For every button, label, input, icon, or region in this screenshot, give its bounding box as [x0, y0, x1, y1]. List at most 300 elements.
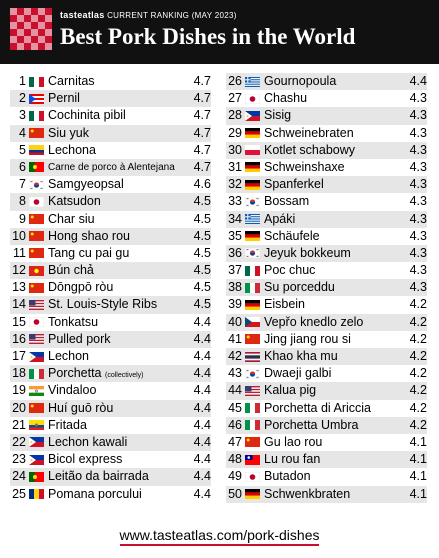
- country-flag-icon: [245, 111, 260, 121]
- dish-name[interactable]: [48, 228, 130, 245]
- source-link[interactable]: [0, 527, 439, 543]
- dish-score: 4.3: [409, 108, 427, 123]
- rank-number: 25: [12, 486, 26, 501]
- ranking-row: [10, 279, 211, 296]
- ranking-row: [226, 211, 427, 228]
- dish-name[interactable]: [48, 314, 98, 331]
- dish-note: (collectively): [105, 372, 144, 380]
- rank-number: 42: [228, 349, 242, 363]
- ranking-row: [226, 262, 427, 279]
- ranking-row: [226, 348, 427, 365]
- dish-name[interactable]: [264, 211, 295, 228]
- dish-name-text: Cochinita pibil: [48, 108, 126, 123]
- country-flag-icon: [29, 214, 44, 224]
- country-flag-icon: [245, 489, 260, 499]
- rank-number: 13: [12, 280, 26, 295]
- dish-name-text: Samgyeopsal: [48, 177, 124, 192]
- dish-score: 4.4: [193, 400, 211, 415]
- country-flag-icon: [29, 403, 44, 413]
- dish-name-text: Hong shao rou: [48, 228, 131, 243]
- rank-number: 28: [228, 108, 242, 123]
- dish-score: 4.3: [409, 228, 427, 243]
- ranking-row: [10, 193, 211, 210]
- dish-name-text: Schweinshaxe: [264, 159, 345, 174]
- country-flag-icon: [245, 455, 260, 465]
- rank-number: 27: [228, 91, 242, 106]
- ranking-row: [10, 451, 211, 468]
- country-flag-icon: [245, 317, 260, 327]
- dish-name[interactable]: [264, 314, 363, 331]
- ranking-row: [226, 176, 427, 193]
- dish-name-text: Apáki: [264, 211, 296, 226]
- ranking-row: [226, 417, 427, 434]
- dish-name-text: Khao kha mu: [264, 349, 338, 363]
- dish-name[interactable]: [48, 176, 124, 193]
- dish-name-text: Poc chuc: [264, 263, 316, 278]
- dish-score: 4.3: [409, 194, 427, 209]
- dish-score: 4.2: [409, 400, 427, 415]
- dish-name[interactable]: [48, 451, 122, 468]
- dish-score: 4.1: [409, 486, 427, 501]
- country-flag-icon: [29, 266, 44, 276]
- dish-score: 4.7: [193, 125, 211, 140]
- ranking-row: [226, 142, 427, 159]
- ranking-row: [226, 365, 427, 382]
- dish-name-text: Pulled pork: [48, 331, 111, 346]
- rank-number: 11: [13, 245, 26, 260]
- dish-name[interactable]: [264, 176, 324, 193]
- dish-name[interactable]: [264, 434, 322, 451]
- country-flag-icon: [29, 455, 44, 465]
- dish-name[interactable]: [48, 348, 89, 365]
- country-flag-icon: [29, 472, 44, 482]
- ranking-row: [226, 400, 427, 417]
- dish-score: 4.7: [193, 142, 211, 157]
- dish-name[interactable]: [264, 279, 335, 296]
- rank-number: 26: [228, 74, 242, 88]
- dish-name[interactable]: [264, 400, 371, 417]
- country-flag-icon: [29, 231, 44, 241]
- dish-name-text: Char siu: [48, 211, 95, 226]
- country-flag-icon: [245, 334, 260, 344]
- ranking-row: [10, 228, 211, 245]
- dish-name[interactable]: [48, 486, 142, 503]
- rank-number: 37: [228, 263, 242, 278]
- dish-score: 4.4: [193, 434, 211, 449]
- rank-number: 32: [228, 177, 242, 192]
- dish-score: 4.4: [193, 383, 211, 398]
- rank-number: 38: [228, 280, 242, 295]
- country-flag-icon: [29, 77, 44, 87]
- dish-name[interactable]: [48, 468, 149, 485]
- dish-name[interactable]: [264, 142, 355, 159]
- dish-name-text: Butadon: [264, 469, 311, 484]
- rank-number: 45: [228, 400, 242, 415]
- rank-number: 16: [12, 331, 26, 346]
- country-flag-icon: [245, 386, 260, 396]
- dish-name-text: Dwaeji galbi: [264, 366, 332, 381]
- dish-name-text: Lechona: [48, 142, 96, 157]
- dish-name-text: Fritada: [48, 417, 87, 432]
- dish-name[interactable]: [264, 245, 351, 262]
- rank-number: 7: [19, 177, 26, 192]
- country-flag-icon: [245, 248, 260, 258]
- dish-score: 4.2: [409, 366, 427, 381]
- rank-number: 31: [228, 159, 242, 174]
- dish-name[interactable]: [48, 125, 89, 142]
- dish-name[interactable]: [48, 434, 127, 451]
- rank-number: 14: [12, 297, 26, 312]
- brand-line: [60, 10, 237, 20]
- country-flag-icon: [29, 437, 44, 447]
- country-flag-icon: [29, 489, 44, 499]
- ranking-row: [10, 331, 211, 348]
- country-flag-icon: [29, 334, 44, 344]
- country-flag-icon: [245, 145, 260, 155]
- ranking-row: [226, 107, 427, 124]
- dish-name[interactable]: [264, 486, 350, 503]
- ranking-row: [10, 245, 211, 262]
- dish-name-text: Lechon kawali: [48, 434, 128, 449]
- dish-name-text: Tang cu pai gu: [48, 245, 130, 260]
- country-flag-icon: [245, 283, 260, 293]
- rank-number: 50: [228, 486, 242, 501]
- country-flag-icon: [29, 180, 44, 190]
- dish-score: 4.5: [193, 194, 211, 209]
- ranking-column-right: [226, 73, 427, 503]
- dish-score: 4.2: [409, 349, 427, 363]
- rank-number: 41: [228, 331, 242, 346]
- dish-score: 4.2: [409, 383, 427, 398]
- ranking-row: [226, 486, 427, 503]
- dish-name-text: Porchetta: [48, 366, 102, 381]
- dish-name-text: Kalua pig: [264, 383, 317, 398]
- dish-name-text: Porchetta Umbra: [264, 417, 359, 432]
- dish-score: 4.4: [193, 314, 211, 329]
- ranking-row: [226, 90, 427, 107]
- dish-score: 4.3: [409, 142, 427, 157]
- dish-score: 4.4: [193, 469, 211, 484]
- country-flag-icon: [245, 369, 260, 379]
- source-url[interactable]: www.tasteatlas.com/pork-dishes: [120, 527, 320, 546]
- dish-score: 4.2: [409, 314, 427, 329]
- rank-number: 8: [19, 194, 26, 209]
- country-flag-icon: [29, 145, 44, 155]
- dish-score: 4.5: [193, 228, 211, 243]
- rank-number: 30: [228, 142, 242, 157]
- country-flag-icon: [29, 352, 44, 362]
- dish-name-text: Bicol express: [48, 452, 123, 467]
- dish-name-text: Sisig: [264, 108, 292, 123]
- rank-number: 39: [228, 297, 242, 312]
- rank-number: 19: [12, 383, 26, 398]
- dish-name-text: Leitão da bairrada: [48, 469, 149, 484]
- dish-score: 4.5: [193, 297, 211, 312]
- dish-score: 4.6: [193, 177, 211, 192]
- ranking-row: [10, 73, 211, 90]
- dish-score: 4.4: [193, 349, 211, 363]
- country-flag-icon: [245, 403, 260, 413]
- country-flag-icon: [245, 214, 260, 224]
- dish-name[interactable]: [48, 262, 94, 279]
- dish-score: 4.1: [409, 434, 427, 449]
- country-flag-icon: [245, 472, 260, 482]
- ranking-row: [10, 400, 211, 417]
- dish-score: 4.3: [409, 263, 427, 278]
- country-flag-icon: [245, 231, 260, 241]
- dish-name[interactable]: [264, 228, 320, 245]
- ranking-row: [10, 468, 211, 485]
- rank-number: 34: [228, 211, 242, 226]
- dish-name[interactable]: [48, 211, 95, 228]
- rank-number: 15: [12, 314, 26, 329]
- ranking-row: [10, 176, 211, 193]
- country-flag-icon: [29, 386, 44, 396]
- ranking-row: [10, 382, 211, 399]
- country-flag-icon: [245, 352, 260, 362]
- dish-name[interactable]: [48, 73, 95, 90]
- dish-name[interactable]: [48, 417, 87, 434]
- dish-score: 4.5: [193, 245, 211, 260]
- dish-score: 4.5: [193, 211, 211, 226]
- rank-number: 6: [19, 159, 26, 174]
- dish-name-text: Pomana porcului: [48, 486, 142, 501]
- ranking-row: [226, 382, 427, 399]
- ranking-row: [226, 296, 427, 313]
- country-flag-icon: [29, 248, 44, 258]
- rank-number: 29: [228, 125, 242, 140]
- dish-name[interactable]: [264, 193, 309, 210]
- ranking-row: [10, 365, 211, 382]
- ranking-row: [226, 314, 427, 331]
- dish-score: 4.7: [193, 108, 211, 123]
- rank-number: 21: [12, 417, 26, 432]
- dish-name-text: Schwenkbraten: [264, 486, 351, 501]
- country-flag-icon: [29, 111, 44, 121]
- rank-number: 48: [228, 452, 242, 467]
- country-flag-icon: [245, 180, 260, 190]
- dish-name[interactable]: [48, 296, 157, 313]
- dish-name-text: Lu rou fan: [264, 452, 321, 467]
- dish-score: 4.4: [193, 366, 211, 381]
- dish-score: 4.3: [409, 91, 427, 106]
- dish-name[interactable]: [48, 107, 126, 124]
- ranking-row: [226, 245, 427, 262]
- dish-name-text: Katsudon: [48, 194, 101, 209]
- dish-name[interactable]: [48, 159, 175, 176]
- dish-name-text: Tonkatsu: [48, 314, 99, 329]
- dish-name-text: Bossam: [264, 194, 310, 209]
- dish-name-text: Porchetta di Ariccia: [264, 400, 371, 415]
- dish-name[interactable]: [48, 331, 111, 348]
- ranking-row: [10, 159, 211, 176]
- dish-name[interactable]: [48, 400, 113, 417]
- ranking-row: [226, 451, 427, 468]
- ranking-row: [10, 348, 211, 365]
- ranking-row: [10, 107, 211, 124]
- dish-name-text: Su porceddu: [264, 280, 335, 295]
- dish-score: 4.3: [409, 245, 427, 260]
- dish-name-text: Eisbein: [264, 297, 305, 312]
- country-flag-icon: [29, 317, 44, 327]
- dish-score: 4.3: [409, 177, 427, 192]
- dish-name-text: Lechon: [48, 349, 90, 363]
- dish-name-text: Huí guō ròu: [48, 400, 114, 415]
- dish-score: 4.7: [193, 159, 211, 174]
- dish-name[interactable]: [264, 468, 311, 485]
- dish-name[interactable]: [264, 125, 354, 142]
- dish-name[interactable]: [264, 331, 351, 348]
- dish-name-text: St. Louis-Style Ribs: [48, 297, 158, 312]
- dish-name[interactable]: [264, 417, 358, 434]
- dish-name[interactable]: [264, 90, 307, 107]
- dish-name[interactable]: [264, 262, 315, 279]
- dish-name[interactable]: [264, 159, 345, 176]
- country-flag-icon: [245, 77, 260, 87]
- ranking-row: [226, 434, 427, 451]
- dish-score: 4.1: [409, 469, 427, 484]
- dish-name-text: Carnitas: [48, 74, 95, 88]
- dish-score: 4.1: [409, 452, 427, 467]
- dish-score: 4.2: [409, 297, 427, 312]
- country-flag-icon: [245, 266, 260, 276]
- dish-score: 4.2: [409, 331, 427, 346]
- country-flag-icon: [29, 197, 44, 207]
- country-flag-icon: [245, 437, 260, 447]
- header-banner: [0, 0, 439, 64]
- dish-name-text: Bún chả: [48, 263, 94, 278]
- rank-number: 46: [228, 417, 242, 432]
- dish-score: 4.2: [409, 417, 427, 432]
- rank-number: 3: [19, 108, 26, 123]
- country-flag-icon: [245, 94, 260, 104]
- dish-name[interactable]: [264, 365, 331, 382]
- page-title: Best Pork Dishes in the World: [60, 24, 356, 49]
- ranking-row: [226, 73, 427, 90]
- dish-name[interactable]: [48, 382, 96, 399]
- dish-score: 4.7: [193, 74, 211, 88]
- dish-name-text: Schäufele: [264, 228, 320, 243]
- dish-name[interactable]: [48, 90, 80, 107]
- dish-name[interactable]: [264, 73, 336, 90]
- country-flag-icon: [245, 128, 260, 138]
- dish-score: 4.4: [193, 331, 211, 346]
- ranking-row: [226, 228, 427, 245]
- ranking-row: [10, 296, 211, 313]
- dish-name[interactable]: [264, 348, 338, 365]
- dish-score: 4.5: [193, 263, 211, 278]
- dish-name-text: Schweinebraten: [264, 125, 354, 140]
- dish-name[interactable]: [264, 451, 320, 468]
- ranking-row: [10, 262, 211, 279]
- dish-score: 4.4: [193, 486, 211, 501]
- ranking-row: [10, 125, 211, 142]
- rank-number: 33: [228, 194, 242, 209]
- country-flag-icon: [245, 197, 260, 207]
- dish-name[interactable]: [48, 142, 96, 159]
- dish-name-text: Gournopoula: [264, 74, 337, 88]
- dish-name-text: Carne de porco à Alentejana: [48, 161, 175, 173]
- ranking-row: [10, 142, 211, 159]
- country-flag-icon: [245, 162, 260, 172]
- dish-score: 4.3: [409, 211, 427, 226]
- ranking-row: [226, 159, 427, 176]
- country-flag-icon: [29, 162, 44, 172]
- country-flag-icon: [29, 128, 44, 138]
- tasteatlas-logo-icon: [10, 8, 52, 50]
- ranking-row: [10, 90, 211, 107]
- ranking-row: [226, 125, 427, 142]
- dish-name-text: Gu lao rou: [264, 434, 323, 449]
- rank-number: 36: [228, 245, 242, 260]
- dish-score: 4.4: [193, 417, 211, 432]
- ranking-row: [226, 331, 427, 348]
- ranking-row: [10, 211, 211, 228]
- rank-number: 5: [19, 142, 26, 157]
- brand-name: tasteatlas: [60, 10, 105, 20]
- rank-number: 40: [228, 314, 242, 329]
- dish-name-text: Siu yuk: [48, 125, 89, 140]
- rank-number: 1: [19, 74, 26, 88]
- country-flag-icon: [29, 300, 44, 310]
- ranking-row: [226, 468, 427, 485]
- dish-score: 4.4: [409, 74, 427, 88]
- rank-number: 22: [12, 434, 26, 449]
- dish-score: 4.3: [409, 159, 427, 174]
- dish-score: 4.7: [193, 91, 211, 106]
- dish-name-text: Kotlet schabowy: [264, 142, 356, 157]
- ranking-row: [10, 486, 211, 503]
- country-flag-icon: [29, 283, 44, 293]
- rank-number: 18: [12, 366, 26, 381]
- dish-score: 4.3: [409, 125, 427, 140]
- dish-name-text: Jeyuk bokkeum: [264, 245, 351, 260]
- rank-number: 9: [19, 211, 26, 226]
- ranking-row: [10, 434, 211, 451]
- rank-number: 12: [12, 263, 26, 278]
- rank-number: 47: [228, 434, 242, 449]
- ranking-row: [10, 314, 211, 331]
- rank-number: 44: [228, 383, 242, 398]
- dish-name[interactable]: [264, 382, 316, 399]
- dish-name[interactable]: [48, 279, 113, 296]
- ranking-subtitle: CURRENT RANKING (MAY 2023): [107, 11, 237, 20]
- rank-number: 24: [12, 469, 26, 484]
- dish-score: 4.5: [193, 280, 211, 295]
- dish-name-text: Dōngpō ròu: [48, 280, 114, 295]
- ranking-column-left: [10, 73, 211, 503]
- ranking-row: [226, 279, 427, 296]
- ranking-row: [226, 193, 427, 210]
- country-flag-icon: [29, 369, 44, 379]
- dish-name[interactable]: [264, 107, 291, 124]
- dish-name-text: Vindaloo: [48, 383, 97, 398]
- rank-number: 35: [228, 228, 242, 243]
- rank-number: 20: [12, 400, 26, 415]
- country-flag-icon: [245, 420, 260, 430]
- dish-name[interactable]: [264, 296, 305, 313]
- dish-name-text: Chashu: [264, 91, 308, 106]
- rank-number: 49: [228, 469, 242, 484]
- country-flag-icon: [29, 94, 44, 104]
- rank-number: 2: [19, 91, 26, 106]
- country-flag-icon: [29, 420, 44, 430]
- dish-name[interactable]: [48, 245, 129, 262]
- rank-number: 43: [228, 366, 242, 381]
- dish-name[interactable]: [48, 193, 101, 210]
- rank-number: 23: [12, 452, 26, 467]
- dish-name-text: Spanferkel: [264, 177, 324, 192]
